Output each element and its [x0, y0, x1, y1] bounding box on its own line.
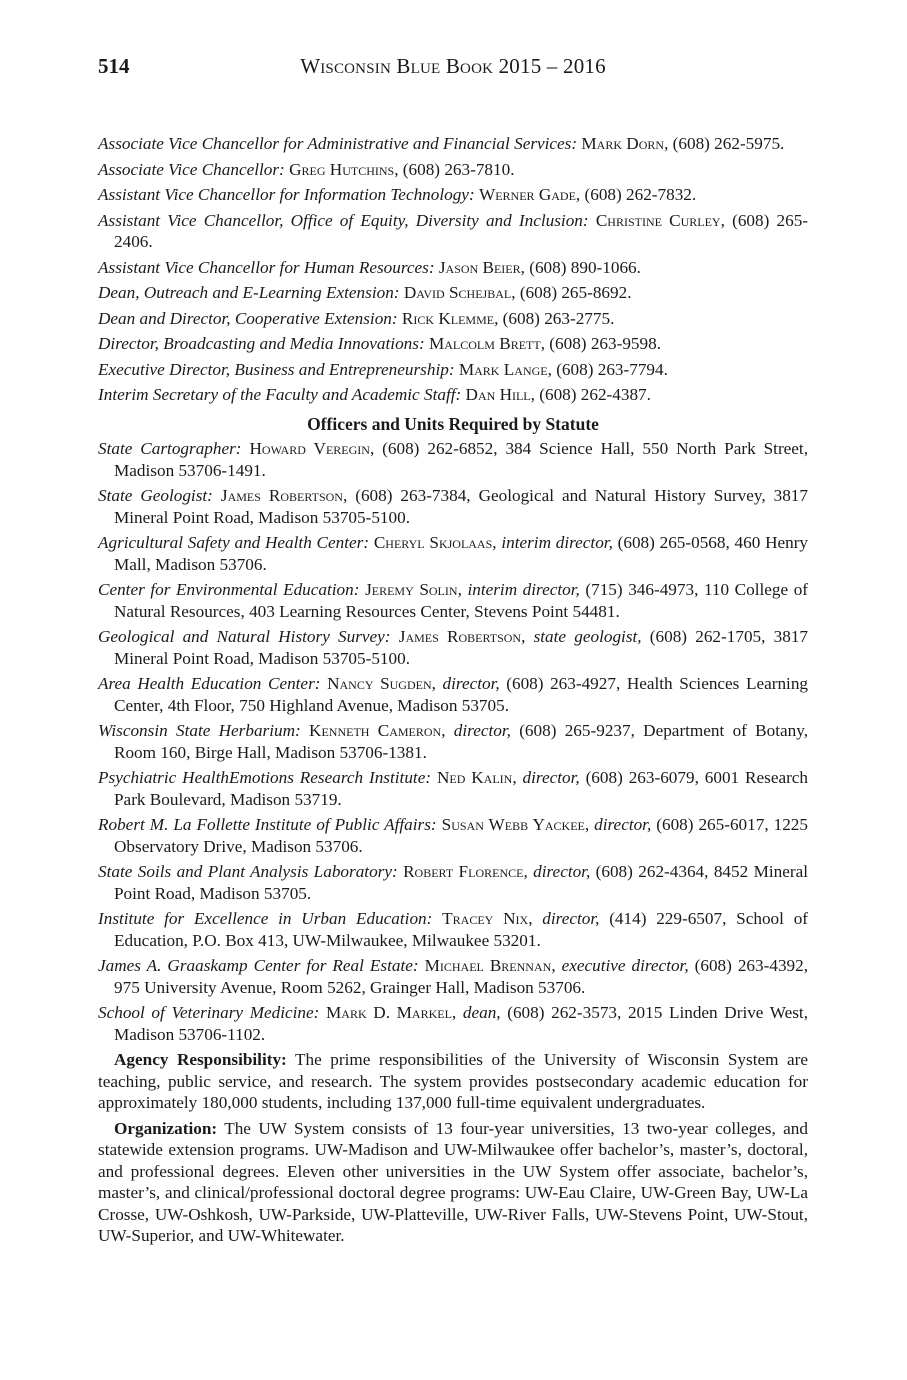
entry-title: Associate Vice Chancellor for Administrative and Financial Services:: [98, 134, 578, 153]
entry-title: Assistant Vice Chancellor for Human Resources:: [98, 257, 435, 277]
directory-entry: [98, 308, 808, 330]
page-content: [98, 133, 808, 1247]
entry-details: , (608) 262-4387.: [530, 385, 651, 404]
entry-details: (608) 265-0568, 460 Henry Mall, Madison 53706.: [114, 533, 809, 574]
entry-name: Mark D. Markel: [326, 1003, 452, 1022]
entry-name: Susan Webb Yackee: [441, 815, 585, 834]
agency-responsibility-text: The prime responsibilities of the University of Wisconsin System are teaching, public service, and research. The system provides postsecondary academic education for approximately 180,000 students, including 137,000 full-time equivalent undergraduates.: [98, 1050, 808, 1112]
administrators-list: [98, 133, 808, 406]
entry-details: (608) 262-1705, 3817 Mineral Point Road, Madison 53705-5100.: [114, 627, 809, 668]
entry-name: Howard Veregin: [249, 439, 370, 458]
directory-entry: Robert M. La Follette Institute of Public Affairs: Susan Webb Yackee, director, (608) 265-6017, 1225 Observatory Drive, Madison 53706.: [98, 815, 808, 856]
directory-entry: [98, 159, 808, 181]
directory-entry: Area Health Education Center: Nancy Sugden, director, (608) 263-4927, Health Sciences Learning Center, 4th Floor, 750 Highland Avenue, Madison 53705.: [98, 674, 809, 715]
entry-name: Malcolm Brett: [428, 334, 541, 353]
entry-name: Greg Hutchins: [289, 159, 395, 179]
entry-details: (608) 263-6079, 6001 Research Park Boulevard, Madison 53719.: [114, 768, 809, 809]
entry-role: dean,: [462, 1003, 501, 1022]
directory-entry: [98, 384, 808, 406]
entry-title: Area Health Education Center:: [98, 674, 321, 693]
directory-entry: State Soils and Plant Analysis Laboratory: Robert Florence, director, (608) 262-4364, 8452 Mineral Point Road, Madison 53705.: [98, 862, 808, 903]
entry-title: State Geologist:: [98, 486, 213, 505]
entry-title: James A. Graaskamp Center for Real Estate:: [98, 956, 419, 975]
directory-entry: [98, 133, 808, 155]
entry-role: director,: [542, 909, 600, 928]
directory-entry: Geological and Natural History Survey: James Robertson, state geologist, (608) 262-1705, 3817 Mineral Point Road, Madison 53705-5100.: [98, 627, 809, 668]
directory-entry: [98, 333, 808, 355]
entry-details: (608) 262-3573, 2015 Linden Drive West, Madison 53706-1102.: [114, 1003, 809, 1044]
entry-name: Nancy Sugden: [327, 674, 432, 693]
entry-title: Institute for Excellence in Urban Education:: [98, 909, 433, 928]
entry-details: (608) 265-6017, 1225 Observatory Drive, Madison 53706.: [114, 815, 808, 856]
entry-details: , (608) 265-2406.: [114, 210, 809, 251]
entry-title: Agricultural Safety and Health Center:: [98, 533, 370, 552]
entry-name: Robert Florence: [403, 862, 524, 881]
entry-details: (608) 262-4364, 8452 Mineral Point Road, Madison 53705.: [114, 862, 808, 903]
entry-name: Werner Gade: [478, 185, 576, 204]
directory-entry: [98, 257, 808, 279]
directory-entry: Psychiatric HealthEmotions Research Institute: Ned Kalin, director, (608) 263-6079, 6001 Research Park Boulevard, Madison 53719.: [98, 768, 809, 809]
directory-entry: Institute for Excellence in Urban Education: Tracey Nix, director, (414) 229-6507, School of Education, P.O. Box 413, UW-Milwaukee, Milwaukee 53201.: [98, 909, 809, 950]
directory-entry: [98, 282, 808, 304]
entry-name: Mark Dorn: [581, 134, 665, 153]
entry-role: interim director,: [467, 580, 580, 599]
entry-role: director,: [453, 721, 511, 740]
entry-details: , (608) 263-2775.: [494, 308, 615, 328]
page-header: [98, 54, 808, 84]
entry-title: Associate Vice Chancellor:: [98, 159, 285, 179]
entry-role: director,: [442, 674, 500, 693]
entry-title: Assistant Vice Chancellor for Information Technology:: [98, 185, 475, 204]
entry-title: Interim Secretary of the Faculty and Academic Staff:: [98, 385, 462, 404]
entry-name: Christine Curley: [595, 210, 721, 230]
entry-name: Ned Kalin: [436, 768, 513, 787]
entry-name: Mark Lange: [458, 359, 548, 379]
organization-lead: Organization:: [114, 1118, 218, 1138]
entry-details: , (608) 263-7384, Geological and Natural History Survey, 3817 Mineral Point Road, Madison 53705-5100.: [114, 486, 808, 527]
agency-responsibility-paragraph: [98, 1049, 808, 1114]
entry-role: interim director,: [501, 533, 613, 552]
entry-details: , (608) 890-1066.: [520, 257, 641, 277]
entry-title: Center for Environmental Education:: [98, 580, 360, 599]
entry-name: Rick Klemme: [401, 308, 495, 328]
entry-details: (608) 263-4392, 975 University Avenue, Room 5262, Grainger Hall, Madison 53706.: [114, 956, 809, 997]
entry-role: director,: [594, 815, 652, 834]
entry-role: state geologist,: [533, 627, 642, 646]
entry-details: (608) 265-9237, Department of Botany, Room 160, Birge Hall, Madison 53706-1381.: [114, 721, 809, 762]
entry-role: executive director,: [561, 956, 689, 975]
entry-title: State Soils and Plant Analysis Laboratory:: [98, 862, 398, 881]
entry-title: Dean, Outreach and E-Learning Extension:: [98, 283, 400, 302]
entry-details: , (608) 265-8692.: [511, 283, 632, 302]
entry-name: James Robertson: [220, 486, 343, 505]
entry-name: Michael Brennan: [424, 956, 552, 975]
entry-title: Executive Director, Business and Entrepreneurship:: [98, 359, 455, 379]
entry-title: Psychiatric HealthEmotions Research Institute:: [98, 768, 432, 787]
organization-paragraph: [98, 1118, 808, 1247]
entry-title: State Cartographer:: [98, 439, 242, 458]
entry-details: , (608) 262-7832.: [575, 185, 697, 204]
entry-name: Jason Beier: [438, 257, 521, 277]
entry-title: Robert M. La Follette Institute of Public Affairs:: [98, 815, 437, 834]
entry-title: Wisconsin State Herbarium:: [98, 721, 301, 740]
entry-name: Dan Hill: [465, 385, 531, 404]
organization-text: The UW System consists of 13 four-year universities, 13 two-year colleges, and statewide extension programs. UW-Madison and UW-Milwaukee offer bachelor’s, master’s, doctoral, and professional degrees. Eleven other universities in the UW System offer associate, bachelor’s, master’s, and clinical/professional doctoral degree programs: UW-Eau Claire, UW-Green Bay, UW-La Crosse, UW-Oshkosh, UW-Parkside, UW-Platteville, UW-River Falls, UW-Stevens Point, UW-Stout, UW-Superior, and UW-Whitewater.: [98, 1118, 808, 1245]
directory-entry: Wisconsin State Herbarium: Kenneth Cameron, director, (608) 265-9237, Department of Botany, Room 160, Birge Hall, Madison 53706-1381.: [98, 721, 809, 762]
statute-units-list: [98, 438, 808, 1045]
section-heading: Officers and Units Required by Statute: [307, 413, 599, 434]
directory-entry: [98, 184, 808, 206]
entry-details: , (608) 262-6852, 384 Science Hall, 550 North Park Street, Madison 53706-1491.: [114, 439, 808, 480]
entry-details: , (608) 262-5975.: [664, 134, 785, 153]
entry-title: Dean and Director, Cooperative Extension:: [98, 308, 398, 328]
entry-title: Director, Broadcasting and Media Innovations:: [98, 334, 425, 353]
page-number: 514: [98, 54, 130, 78]
agency-responsibility-lead: Agency Responsibility:: [114, 1050, 287, 1069]
directory-entry: [98, 359, 808, 381]
directory-entry: [98, 438, 808, 481]
entry-role: director,: [533, 862, 591, 881]
entry-name: James Robertson: [398, 627, 522, 646]
entry-title: Geological and Natural History Survey:: [98, 627, 391, 646]
directory-entry: [98, 210, 808, 253]
running-title: Wisconsin Blue Book 2015 – 2016: [300, 54, 606, 78]
entry-details: , (608) 263-9598.: [540, 334, 661, 353]
directory-entry: Center for Environmental Education: Jeremy Solin, interim director, (715) 346-4973, 110 College of Natural Resources, 403 Learning Resources Center, Stevens Point 54481.: [98, 580, 809, 621]
entry-details: , (608) 263-7810.: [394, 159, 515, 179]
entry-role: director,: [522, 768, 580, 787]
entry-title: School of Veterinary Medicine:: [98, 1003, 320, 1022]
entry-details: , (608) 263-7794.: [547, 359, 668, 379]
entry-name: David Schejbal: [403, 283, 512, 302]
directory-entry: James A. Graaskamp Center for Real Estate: Michael Brennan, executive director, (608) 263-4392, 975 University Avenue, Room 5262, Grainger Hall, Madison 53706.: [98, 956, 809, 997]
entry-details: (414) 229-6507, School of Education, P.O. Box 413, UW-Milwaukee, Milwaukee 53201.: [114, 909, 809, 950]
directory-entry: Agricultural Safety and Health Center: Cheryl Skjolaas, interim director, (608) 265-0568, 460 Henry Mall, Madison 53706.: [98, 533, 809, 574]
entry-title: Assistant Vice Chancellor, Office of Equity, Diversity and Inclusion:: [98, 210, 589, 230]
entry-name: Tracey Nix: [442, 909, 529, 928]
directory-entry: School of Veterinary Medicine: Mark D. Markel, dean, (608) 262-3573, 2015 Linden Drive West, Madison 53706-1102.: [98, 1003, 809, 1044]
entry-details: (608) 263-4927, Health Sciences Learning Center, 4th Floor, 750 Highland Avenue, Madison 53705.: [114, 674, 809, 715]
entry-name: Kenneth Cameron: [309, 721, 442, 740]
directory-entry: [98, 485, 808, 528]
entry-name: Jeremy Solin: [365, 580, 458, 599]
entry-name: Cheryl Skjolaas: [373, 533, 493, 552]
entry-details: (715) 346-4973, 110 College of Natural Resources, 403 Learning Resources Center, Stevens Point 54481.: [114, 580, 809, 621]
